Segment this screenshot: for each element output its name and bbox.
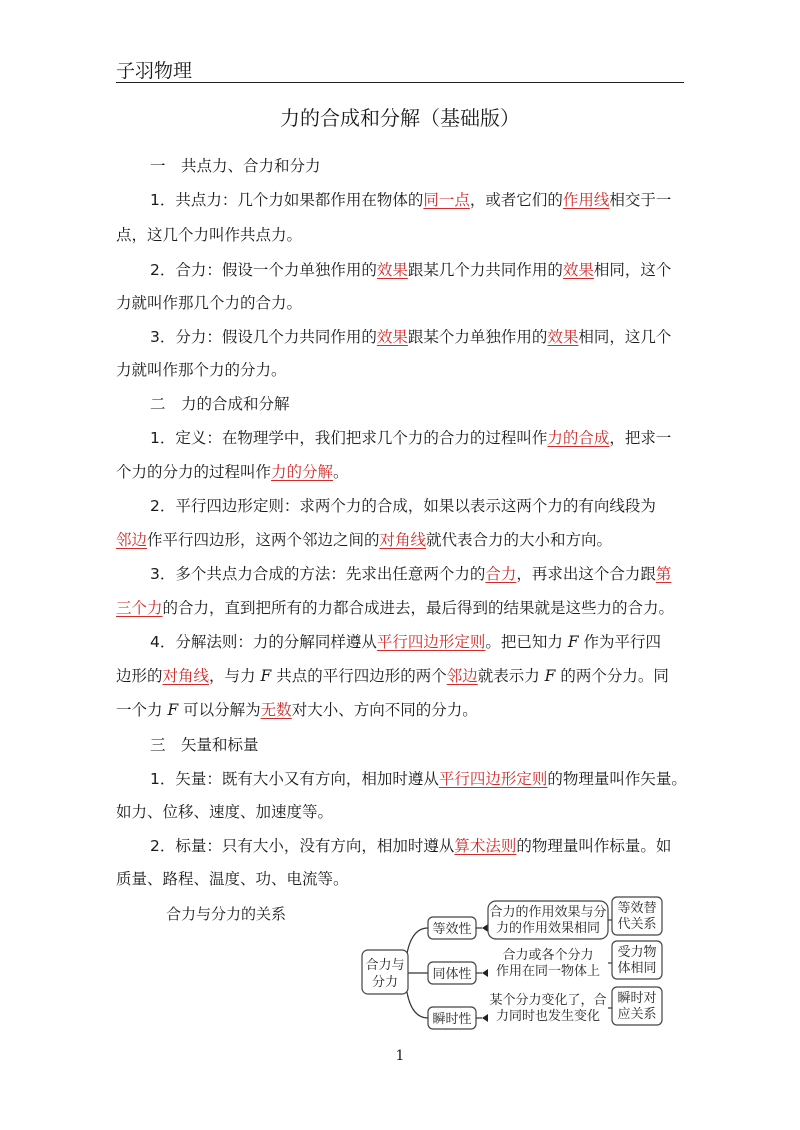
symbol-f: F <box>567 633 579 651</box>
description-line1: 合力或各个分力 <box>502 948 594 963</box>
header-title: 子羽物理 <box>116 60 193 82</box>
arrow-icon <box>482 1014 488 1022</box>
highlight-term: 对角线 <box>379 531 427 549</box>
arrow-icon <box>482 969 488 977</box>
document-title: 力的合成和分解（基础版） <box>280 106 520 130</box>
text: 就代表合力的大小和方向。 <box>426 531 613 549</box>
text: 。 <box>333 463 349 481</box>
paragraph-line <box>116 528 612 550</box>
highlight-term: 算术法则 <box>454 837 517 855</box>
text: 相同，这个 <box>593 261 672 279</box>
section-heading-1: 一 共点力、合力和分力 <box>150 157 321 175</box>
highlight-term: 力的分解 <box>271 463 334 481</box>
root-label-line2: 分力 <box>371 975 399 990</box>
text: 作平行四边形，这两个邻边之间的 <box>147 531 380 549</box>
branch-label: 等效性 <box>432 922 472 937</box>
highlight-term: 合力 <box>485 565 517 583</box>
text: 3．分力：假设几个力共同作用的 <box>150 328 377 346</box>
text: 相交于一 <box>609 191 672 209</box>
paragraph-line: 力就叫作那几个力的合力。 <box>116 294 303 312</box>
text: 相同，这几个 <box>578 328 672 346</box>
arrow-icon <box>482 924 488 932</box>
branch-label: 同体性 <box>432 967 472 982</box>
description-line2: 力同时也发生变化 <box>495 1009 601 1024</box>
highlight-term: 邻边 <box>116 531 148 549</box>
section-heading-2: 二 力的合成和分解 <box>150 395 290 413</box>
text: 的物理量叫作标量。如 <box>516 837 672 855</box>
tag-line1: 等效替 <box>617 901 657 916</box>
paragraph-line <box>150 325 671 347</box>
tag-line2: 代关系 <box>617 917 657 932</box>
description-line2: 作用在同一物体上 <box>495 964 601 979</box>
highlight-term: 效果 <box>562 261 594 279</box>
paragraph-line <box>150 258 671 280</box>
symbol-f: F <box>544 667 556 685</box>
highlight-term: 作用线 <box>562 191 610 209</box>
paragraph-line <box>150 188 671 210</box>
highlight-term: 无数 <box>260 701 292 719</box>
paragraph-line: 力就叫作那个力的分力。 <box>116 361 287 379</box>
description-line1: 合力的作用效果与分 <box>489 905 607 920</box>
text: ，与力 <box>209 667 256 685</box>
highlight-term: 邻边 <box>446 667 478 685</box>
header-divider <box>116 82 684 83</box>
diagram-title: 合力与分力的关系 <box>166 905 287 923</box>
page-number: 1 <box>395 1048 405 1064</box>
paragraph-line <box>116 460 349 482</box>
tag-line2: 体相同 <box>617 961 657 976</box>
symbol-f: F <box>167 701 179 719</box>
paragraph-line: 质量、路程、温度、功、电流等。 <box>116 870 349 888</box>
text: 跟某几个力共同作用的 <box>407 261 563 279</box>
connector-line <box>406 986 428 1018</box>
section-heading-3: 三 矢量和标量 <box>150 736 259 754</box>
tag-line1: 受力物 <box>617 945 657 960</box>
paragraph-line <box>116 664 669 686</box>
text: 。把已知力 <box>485 633 563 651</box>
paragraph-line <box>150 630 661 652</box>
text: 共点的平行四边形的两个 <box>276 667 447 685</box>
text: 4．分解法则：力的分解同样遵从 <box>150 633 377 651</box>
text: 1．定义：在物理学中，我们把求几个力的合力的过程叫作 <box>150 429 548 447</box>
text: 的两个分力。同 <box>560 667 669 685</box>
paragraph-line <box>116 596 674 618</box>
highlight-term: 第 <box>655 565 672 583</box>
text: 的合力，直到把所有的力都合成进去，最后得到的结果就是这些力的合力。 <box>162 599 675 617</box>
text: 的物理量叫作矢量。 <box>547 770 687 788</box>
paragraph-line: 2．平行四边形定则：求两个力的合成，如果以表示这两个力的有向线段为 <box>150 497 656 515</box>
tag-line2: 应关系 <box>617 1007 657 1022</box>
text: 跟某个力单独作用的 <box>407 328 548 346</box>
description-line2: 力的作用效果相同 <box>495 921 601 936</box>
text: 1．矢量：既有大小又有方向，相加时遵从 <box>150 770 439 788</box>
root-label-line1: 合力与 <box>365 958 405 973</box>
paragraph-line <box>150 426 671 448</box>
branch-label: 瞬时性 <box>432 1012 472 1027</box>
tag-line1: 瞬时对 <box>617 991 657 1006</box>
paragraph-line <box>116 698 478 720</box>
text: 2．标量：只有大小，没有方向，相加时遵从 <box>150 837 455 855</box>
text: 可以分解为 <box>183 701 261 719</box>
text: 就表示力 <box>477 667 540 685</box>
highlight-term: 平行四边形定则 <box>438 770 548 788</box>
text: 一个力 <box>116 701 163 719</box>
highlight-term: 力的合成 <box>547 429 610 447</box>
connector-line <box>406 928 428 960</box>
text: 边形的 <box>116 667 163 685</box>
highlight-term: 对角线 <box>162 667 210 685</box>
paragraph-line <box>150 834 671 856</box>
paragraph-line: 如力、位移、速度、加速度等。 <box>116 803 334 821</box>
text: 个力的分力的过程叫作 <box>116 463 272 481</box>
highlight-term: 效果 <box>547 328 579 346</box>
mindmap-diagram <box>350 888 670 1038</box>
highlight-term: 平行四边形定则 <box>376 633 486 651</box>
text: ，或者它们的 <box>469 191 563 209</box>
highlight-term: 三个力 <box>116 599 163 617</box>
highlight-term: 效果 <box>376 328 408 346</box>
text: 2．合力：假设一个力单独作用的 <box>150 261 377 279</box>
text: ，再求出这个合力跟 <box>516 565 656 583</box>
text: 对大小、方向不同的分力。 <box>291 701 478 719</box>
description-line1: 某个分力变化了，合 <box>489 993 607 1008</box>
paragraph-line <box>150 767 687 789</box>
text: 3．多个共点力合成的方法：先求出任意两个力的 <box>150 565 486 583</box>
text: 1．共点力：几个力如果都作用在物体的 <box>150 191 424 209</box>
paragraph-line: 点，这几个力叫作共点力。 <box>116 226 303 244</box>
highlight-term: 同一点 <box>423 191 470 209</box>
symbol-f: F <box>260 667 272 685</box>
paragraph-line <box>150 562 671 584</box>
text: 作为平行四 <box>583 633 662 651</box>
text: ，把求一 <box>609 429 672 447</box>
highlight-term: 效果 <box>376 261 408 279</box>
